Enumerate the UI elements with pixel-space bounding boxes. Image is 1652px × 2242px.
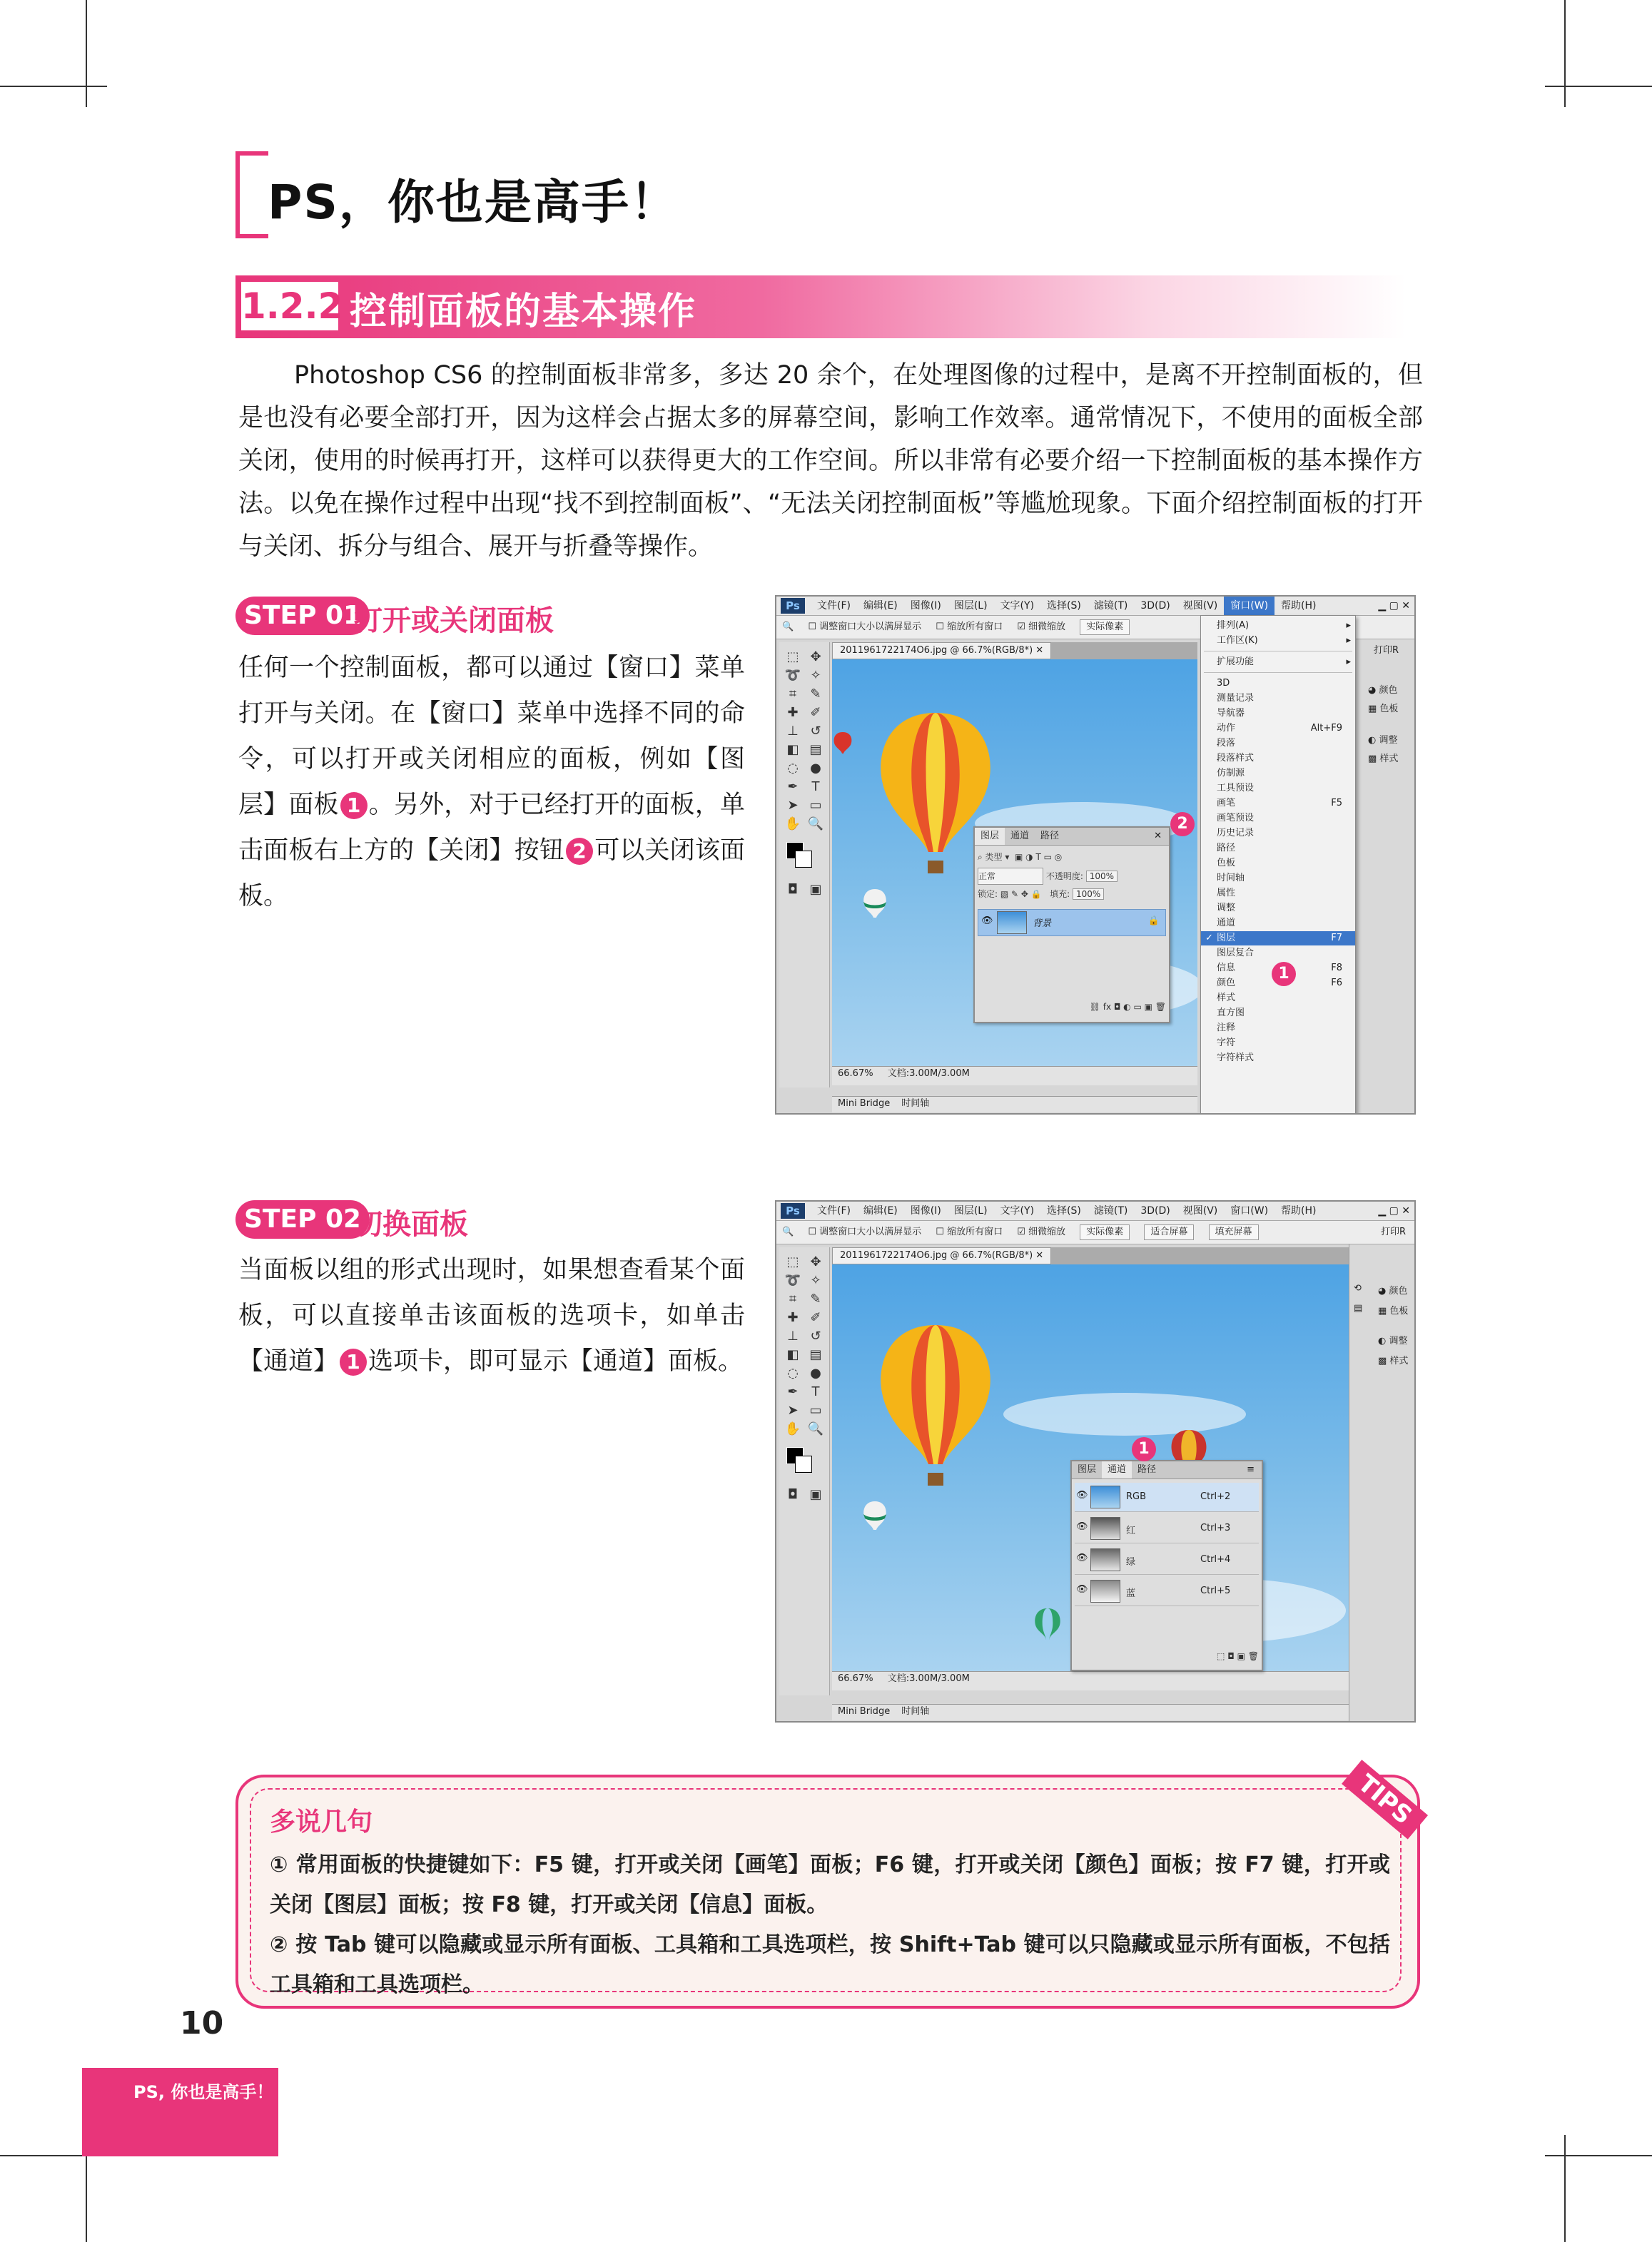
callout-1: 1 <box>1272 962 1296 986</box>
opacity-value[interactable]: 100% <box>1086 871 1118 882</box>
window-controls[interactable]: ▁ ▢ ✕ <box>1378 1205 1410 1217</box>
option-label: 细微缩放 <box>1028 1227 1066 1237</box>
stamp-tool-icon[interactable]: ⊥ <box>787 1329 799 1344</box>
tab-paths[interactable]: 路径 <box>1137 1464 1157 1475</box>
step2-text-a: 当面板以组的形式出现时，如果想查看某个面板，可以直接单击该面板的选项卡，如单击【通道】 <box>238 1256 745 1376</box>
menu-item[interactable]: 3D(D) <box>1140 600 1170 612</box>
channel-thumbnail <box>1090 1548 1120 1571</box>
step1-text-a: 任何一个控制面板，都可以通过【窗口】菜单打开与关闭。在【窗口】菜单中选择不同的命令，可以打开或关闭相应的面板，例如【图层】面板 <box>238 654 745 819</box>
window-menu-item[interactable] <box>1201 1036 1355 1050</box>
path-select-icon[interactable]: ➤ <box>787 798 799 813</box>
tab-layers[interactable]: 图层 <box>975 828 1005 845</box>
window-menu-item-label: 导航器 <box>1217 708 1245 719</box>
workspace-button[interactable]: 打印R <box>1374 645 1399 656</box>
shortcut-label: F5 <box>1331 798 1342 808</box>
gradient-tool-icon[interactable]: ▤ <box>809 742 822 757</box>
window-menu-item-label: 工作区(K) <box>1217 635 1258 646</box>
eyedropper-tool-icon[interactable]: ✎ <box>810 686 821 701</box>
menu-item[interactable]: 3D(D) <box>1140 1205 1170 1217</box>
tips-badge: TIPS <box>1342 1760 1428 1840</box>
history-brush-icon[interactable]: ↺ <box>810 1329 821 1344</box>
window-menu-item-label: 字符 <box>1217 1038 1236 1048</box>
menu-item[interactable]: 图像(I) <box>910 600 941 612</box>
window-menu-item-label: 图层复合 <box>1217 948 1255 958</box>
panel-swatches[interactable]: ▦ 色板 <box>1368 704 1399 714</box>
layer-filter-row[interactable]: ⌕ 类型 ▾ ▣ ◑ T ▭ ◎ <box>978 852 1063 862</box>
channel-shortcut: Ctrl+2 <box>1200 1491 1231 1502</box>
submenu-arrow-icon: ▸ <box>1346 635 1351 646</box>
bottom-panel-tabs <box>832 1096 1197 1112</box>
channel-shortcut: Ctrl+5 <box>1200 1586 1231 1596</box>
option-zoom-all[interactable]: ☐ 缩放所有窗口 <box>936 616 1003 639</box>
wand-tool-icon[interactable]: ✧ <box>810 1273 821 1288</box>
menu-item[interactable]: 图层(L) <box>953 600 988 612</box>
menu-item[interactable]: 选择(S) <box>1047 1205 1081 1217</box>
shape-tool-icon[interactable]: ▭ <box>809 1403 822 1418</box>
menu-item[interactable]: 窗口(W) <box>1230 1205 1269 1217</box>
brush-tool-icon[interactable]: ✐ <box>810 705 821 720</box>
timeline-tab[interactable]: 时间轴 <box>901 1098 930 1109</box>
page-number: 10 <box>180 2005 224 2041</box>
hot-air-balloon-small <box>861 1500 889 1536</box>
menu-bar <box>776 1202 1414 1221</box>
window-menu-item-label: 信息 <box>1217 963 1236 973</box>
mini-bridge-tab[interactable]: Mini Bridge <box>838 1098 891 1109</box>
window-menu-item-label: 注释 <box>1217 1023 1236 1033</box>
option-scrubby[interactable]: ☑ 细微缩放 <box>1017 616 1065 639</box>
panel-color[interactable]: ◕ 颜色 <box>1378 1286 1408 1297</box>
menu-item[interactable]: 滤镜(T) <box>1093 600 1128 612</box>
toolbox <box>779 1247 830 1695</box>
ps-logo: Ps <box>781 598 805 614</box>
window-dropdown-menu <box>1200 615 1356 1115</box>
step1-text-c: 可以关闭该面板。 <box>238 836 745 911</box>
window-controls[interactable]: ▁ ▢ ✕ <box>1378 600 1410 612</box>
type-tool-icon[interactable]: T <box>811 1384 820 1399</box>
history-icon[interactable]: ⟲ <box>1354 1283 1362 1294</box>
menu-item[interactable]: 帮助(H) <box>1281 600 1317 612</box>
menu-item[interactable]: 选择(S) <box>1047 600 1081 612</box>
window-menu-item-label: 仿制源 <box>1217 768 1245 778</box>
menu-item[interactable]: 文字(Y) <box>1000 600 1035 612</box>
panel-label: 调整 <box>1379 735 1398 746</box>
window-menu-item[interactable] <box>1201 856 1355 871</box>
tips-paragraph-1: ① 常用面板的快捷键如下：F5 键，打开或关闭【画笔】面板；F6 键，打开或关闭【颜色】面板；按 F7 键，打开或关闭【图层】面板；按 F8 键，打开或关闭【信息】面板。 <box>270 1852 1390 1917</box>
heal-tool-icon[interactable]: ✚ <box>787 1310 799 1325</box>
window-menu-item-label: 画笔预设 <box>1217 813 1255 823</box>
eye-icon[interactable]: 👁 <box>1076 1553 1088 1563</box>
callout-1: 1 <box>1132 1437 1156 1461</box>
background-color-swatch[interactable] <box>795 851 812 868</box>
channel-row[interactable] <box>1075 1483 1259 1512</box>
channel-thumbnail <box>1090 1580 1120 1603</box>
panel-color[interactable]: ◕ 颜色 <box>1368 685 1398 696</box>
timeline-tab[interactable]: 时间轴 <box>901 1706 930 1717</box>
window-menu-item-label: 图层 <box>1217 933 1236 943</box>
menu-item[interactable]: 滤镜(T) <box>1093 1205 1128 1217</box>
document-tab-label: 2011961722174O6.jpg @ 66.7%(RGB/8*) <box>840 645 1033 656</box>
window-menu-item[interactable] <box>1201 916 1355 930</box>
menu-item[interactable]: 文件(F) <box>817 1205 851 1217</box>
window-menu-item[interactable] <box>1201 676 1355 691</box>
zoom-tool-icon[interactable]: 🔍 <box>807 1421 824 1436</box>
eye-icon[interactable]: 👁 <box>981 915 993 926</box>
window-menu-item[interactable] <box>1201 619 1355 633</box>
channel-name: RGB <box>1126 1491 1147 1502</box>
section-number: 1.2.2 <box>241 282 338 330</box>
channel-thumbnail <box>1090 1517 1120 1540</box>
filter-kind: 类型 <box>985 852 1003 862</box>
panel-styles[interactable]: ▩ 样式 <box>1368 754 1399 764</box>
hand-tool-icon[interactable]: ✋ <box>784 816 801 831</box>
blend-mode-select[interactable]: 正常 <box>978 868 1043 885</box>
status-zoom[interactable]: 66.67% <box>838 1068 873 1079</box>
blur-tool-icon[interactable]: ◌ <box>787 761 799 776</box>
hot-air-balloon-large <box>875 1322 996 1500</box>
channel-thumbnail <box>1090 1486 1120 1508</box>
window-menu-item[interactable] <box>1201 691 1355 706</box>
window-menu-item-label: 测量记录 <box>1217 693 1255 704</box>
intro-paragraph <box>238 354 1423 568</box>
crop-tool-icon[interactable]: ⌗ <box>789 686 797 701</box>
window-menu-item[interactable] <box>1201 826 1355 841</box>
eyedropper-tool-icon[interactable]: ✎ <box>810 1292 821 1307</box>
callout-2: 2 <box>1170 812 1195 836</box>
window-menu-item-label: 调整 <box>1217 903 1236 913</box>
panel-label: 调整 <box>1389 1336 1408 1346</box>
callout-marker-1: 1 <box>340 1349 367 1376</box>
step2-body <box>238 1247 745 1384</box>
window-menu-item[interactable] <box>1201 655 1355 669</box>
tab-paths[interactable]: 路径 <box>1040 831 1060 841</box>
channel-shortcut: Ctrl+4 <box>1200 1554 1231 1565</box>
channel-name: 红 <box>1126 1526 1136 1536</box>
window-menu-item-label: 字符样式 <box>1217 1052 1255 1063</box>
pen-tool-icon[interactable]: ✒ <box>787 779 799 794</box>
shape-tool-icon[interactable]: ▭ <box>809 798 822 813</box>
dodge-tool-icon[interactable]: ● <box>810 761 821 776</box>
window-menu-item[interactable] <box>1201 751 1355 766</box>
footer-tab <box>82 2068 278 2156</box>
window-menu-item-label: 直方图 <box>1217 1008 1245 1018</box>
hot-air-balloon-small <box>861 888 889 923</box>
window-menu-item-label: 段落 <box>1217 738 1236 749</box>
layer-row-background[interactable] <box>978 909 1166 936</box>
window-menu-item[interactable] <box>1201 931 1355 945</box>
panel-swatches[interactable]: ▦ 色板 <box>1378 1306 1409 1317</box>
screen-mode-icon[interactable]: ▣ <box>809 1487 822 1502</box>
step1-badge: STEP 01 <box>235 597 370 635</box>
crop-tool-icon[interactable]: ⌗ <box>789 1292 797 1307</box>
hot-air-balloon-distant <box>832 731 853 759</box>
step1-title: 打开或关闭面板 <box>354 604 554 637</box>
window-menu-item-label: 属性 <box>1217 888 1236 898</box>
shortcut-label: F8 <box>1331 963 1342 973</box>
lock-fill-row: 锁定: ▧ ✎ ✥ 🔒 填充: 100% <box>978 886 1166 902</box>
eye-icon[interactable]: 👁 <box>1076 1584 1088 1595</box>
window-menu-item-label: 扩展功能 <box>1217 656 1255 667</box>
menu-item[interactable]: 帮助(H) <box>1281 1205 1317 1217</box>
menu-items[interactable] <box>811 1205 1323 1217</box>
step1-text-b: 。另外，对于已经打开的面板，单击面板右上方的【关闭】按钮 <box>238 791 745 865</box>
properties-icon[interactable]: ▤ <box>1354 1303 1363 1314</box>
channels-panel-footer[interactable]: ⬚ ◘ ▣ 🗑 <box>1217 1651 1259 1661</box>
menu-item[interactable]: 文字(Y) <box>1000 1205 1035 1217</box>
photoshop-screenshot-1 <box>775 595 1416 1115</box>
status-zoom[interactable]: 66.67% <box>838 1673 873 1684</box>
panel-label: 样式 <box>1389 1356 1409 1366</box>
lock-icon: 🔒 <box>1147 915 1160 926</box>
window-menu-item[interactable] <box>1201 721 1355 736</box>
menu-item[interactable]: 视图(V) <box>1182 600 1218 612</box>
background-color-swatch[interactable] <box>795 1456 812 1473</box>
crop-mark <box>1564 0 1566 107</box>
tips-paragraph-2: ② 按 Tab 键可以隐藏或显示所有面板、工具箱和工具选项栏，按 Shift+Tab 键可以只隐藏或显示所有面板，不包括工具箱和工具选项栏。 <box>270 1932 1390 1997</box>
panel-label: 颜色 <box>1389 1286 1408 1297</box>
layers-panel-footer[interactable]: ⛓ fx ◘ ◐ ▭ ▣ 🗑 <box>1089 1002 1166 1012</box>
layer-name: 背景 <box>1033 918 1052 929</box>
menu-item[interactable]: 图像(I) <box>910 1205 941 1217</box>
blend-opacity-row <box>978 868 1166 883</box>
window-menu-item-label: 通道 <box>1217 918 1236 928</box>
callout-marker-1: 1 <box>340 792 368 819</box>
window-menu-item-label: 历史记录 <box>1217 828 1255 838</box>
option-zoom-all[interactable]: ☐ 缩放所有窗口 <box>936 1221 1003 1244</box>
panel-adjustments[interactable]: ◐ 调整 <box>1378 1336 1408 1346</box>
crop-mark <box>0 86 107 87</box>
actual-pixels-button[interactable]: 实际像素 <box>1080 619 1130 635</box>
workspace-button[interactable]: 打印R <box>1380 1227 1406 1237</box>
heal-tool-icon[interactable]: ✚ <box>787 705 799 720</box>
window-menu-item-label: 时间轴 <box>1217 873 1245 883</box>
window-menu-item-label: 工具预设 <box>1217 783 1255 793</box>
panel-adjustments[interactable]: ◐ 调整 <box>1368 735 1398 746</box>
menu-items[interactable] <box>811 600 1323 612</box>
channel-name: 蓝 <box>1126 1588 1136 1599</box>
eye-icon[interactable]: 👁 <box>1076 1521 1088 1532</box>
menu-item[interactable]: 窗口(W) <box>1224 597 1275 615</box>
window-menu-item[interactable] <box>1201 811 1355 826</box>
document-tab[interactable]: 2011961722174O6.jpg @ 66.7%(RGB/8*) ✕ <box>832 1247 1051 1264</box>
channel-row[interactable] <box>1075 1514 1259 1543</box>
right-panel-dock <box>1353 639 1415 1113</box>
window-menu-item-label: 排列(A) <box>1217 620 1250 631</box>
toolbox <box>779 642 830 1087</box>
crop-mark <box>1545 2155 1652 2156</box>
right-panel-dock <box>1349 1244 1415 1721</box>
step2-text-b: 选项卡，即可显示【通道】面板。 <box>368 1347 744 1376</box>
window-menu-item[interactable] <box>1201 871 1355 886</box>
menu-separator <box>1204 672 1352 673</box>
wand-tool-icon[interactable]: ✧ <box>810 668 821 683</box>
status-bar <box>832 1671 1374 1690</box>
window-menu-item-label: 样式 <box>1217 993 1236 1003</box>
bottom-panel-tabs <box>832 1704 1374 1720</box>
step2-badge: STEP 02 <box>235 1200 370 1239</box>
window-menu-item[interactable] <box>1201 886 1355 901</box>
check-icon: ✓ <box>1205 933 1213 943</box>
document-tab[interactable]: 2011961722174O6.jpg @ 66.7%(RGB/8*) ✕ <box>832 642 1051 659</box>
fill-value[interactable]: 100% <box>1073 888 1104 900</box>
channel-shortcut: Ctrl+3 <box>1200 1523 1231 1533</box>
window-menu-item[interactable] <box>1201 1051 1355 1065</box>
history-brush-icon[interactable]: ↺ <box>810 724 821 739</box>
window-menu-item[interactable] <box>1201 766 1355 781</box>
menu-item[interactable]: 视图(V) <box>1182 1205 1218 1217</box>
lasso-tool-icon[interactable]: ➰ <box>784 668 801 683</box>
marquee-tool-icon[interactable]: ⬚ <box>786 649 799 664</box>
layers-panel <box>973 826 1170 1023</box>
window-menu-item[interactable] <box>1201 706 1355 721</box>
lasso-tool-icon[interactable]: ➰ <box>784 1273 801 1288</box>
hot-air-balloon-green <box>1032 1607 1063 1647</box>
channels-panel-tabs <box>1072 1461 1262 1479</box>
stamp-tool-icon[interactable]: ⊥ <box>787 724 799 739</box>
ps-logo: Ps <box>781 1203 805 1219</box>
window-menu-item[interactable] <box>1201 841 1355 856</box>
quick-mask-icon[interactable]: ◘ <box>787 882 799 897</box>
option-label: 调整窗口大小以满屏显示 <box>819 1227 922 1237</box>
window-menu-item[interactable] <box>1201 796 1355 811</box>
lock-label: 锁定: <box>978 889 998 899</box>
menu-item[interactable]: 编辑(E) <box>863 1205 898 1217</box>
blur-tool-icon[interactable]: ◌ <box>787 1366 799 1381</box>
channel-row[interactable] <box>1075 1577 1259 1606</box>
document-tab-label: 2011961722174O6.jpg @ 66.7%(RGB/8*) <box>840 1250 1033 1261</box>
window-menu-item-label: 段落样式 <box>1217 753 1255 764</box>
eraser-tool-icon[interactable]: ◧ <box>786 1347 799 1362</box>
window-menu-item[interactable] <box>1201 736 1355 751</box>
panel-label: 颜色 <box>1379 685 1398 696</box>
window-menu-item-label: 路径 <box>1217 843 1236 853</box>
step1-body <box>238 645 745 919</box>
header-bracket <box>235 151 268 238</box>
menu-bar <box>776 597 1414 616</box>
panel-close-icon[interactable]: ✕ <box>1154 831 1162 841</box>
zoom-tool-icon[interactable]: 🔍 <box>807 816 824 831</box>
zoom-tool-icon[interactable]: 🔍 <box>782 1227 794 1237</box>
option-scrubby[interactable]: ☑ 细微缩放 <box>1017 1221 1065 1244</box>
pen-tool-icon[interactable]: ✒ <box>787 1384 799 1399</box>
submenu-arrow-icon: ▸ <box>1346 656 1351 667</box>
channels-panel <box>1070 1460 1263 1671</box>
tips-title: 多说几句 <box>270 1807 373 1837</box>
page-header-title: PS，你也是高手！ <box>268 175 679 230</box>
option-label: 细微缩放 <box>1028 622 1066 632</box>
panel-styles[interactable]: ▩ 样式 <box>1378 1356 1409 1366</box>
layer-thumbnail <box>997 911 1027 934</box>
move-tool-icon[interactable]: ✥ <box>810 649 821 664</box>
window-menu-item[interactable] <box>1201 634 1355 648</box>
quick-mask-icon[interactable]: ◘ <box>787 1487 799 1502</box>
path-select-icon[interactable]: ➤ <box>787 1403 799 1418</box>
move-tool-icon[interactable]: ✥ <box>810 1254 821 1269</box>
window-menu-item[interactable] <box>1201 1021 1355 1035</box>
crop-mark <box>1545 86 1652 87</box>
option-label: 缩放所有窗口 <box>947 1227 1003 1237</box>
window-menu-item-label: 动作 <box>1217 723 1236 734</box>
tips-body <box>270 1845 1390 2005</box>
window-menu-item-label: 3D <box>1217 678 1230 689</box>
intro-text: Photoshop CS6 的控制面板非常多，多达 20 余个，在处理图像的过程中，是离不开控制面板的，但是也没有必要全部打开，因为这样会占据太多的屏幕空间，影响工作效率。通常情况下，不使用的面板全部关闭，使用的时候再打开，这样可以获得更大的工作空间。所以非常有必要介绍一下控制面板的基本操作方法。以免在操作过程中出现“找不到控制面板”、“无法关闭控制面板”等尴尬现象。下面介绍控制面板的打开与关闭、拆分与组合、展开与折叠等操作。 <box>238 361 1423 561</box>
option-resize[interactable]: ☐ 调整窗口大小以满屏显示 <box>808 616 921 639</box>
tab-channels[interactable]: 通道 <box>1010 831 1030 841</box>
option-label: 缩放所有窗口 <box>947 622 1003 632</box>
channel-row[interactable] <box>1075 1546 1259 1575</box>
marquee-tool-icon[interactable]: ⬚ <box>786 1254 799 1269</box>
window-menu-item-label: 色板 <box>1217 858 1236 868</box>
callout-marker-2: 2 <box>566 838 593 865</box>
status-doc-size: 文档:3.00M/3.00M <box>887 1673 970 1684</box>
fit-screen-button[interactable]: 适合屏幕 <box>1144 1224 1194 1240</box>
menu-item[interactable]: 图层(L) <box>953 1205 988 1217</box>
panel-label: 色板 <box>1389 1306 1409 1317</box>
menu-item[interactable]: 文件(F) <box>817 600 851 612</box>
type-tool-icon[interactable]: T <box>811 779 820 794</box>
photoshop-screenshot-2 <box>775 1200 1416 1723</box>
mini-bridge-tab[interactable]: Mini Bridge <box>838 1706 891 1717</box>
section-title: 控制面板的基本操作 <box>350 290 697 333</box>
hand-tool-icon[interactable]: ✋ <box>784 1421 801 1436</box>
option-resize[interactable]: ☐ 调整窗口大小以满屏显示 <box>808 1221 921 1244</box>
tab-channels[interactable]: 通道 <box>1102 1461 1132 1478</box>
fill-screen-button[interactable]: 填充屏幕 <box>1209 1224 1259 1240</box>
menu-item[interactable]: 编辑(E) <box>863 600 898 612</box>
window-menu-item[interactable] <box>1201 991 1355 1005</box>
gradient-tool-icon[interactable]: ▤ <box>809 1347 822 1362</box>
crop-mark <box>86 0 87 107</box>
opacity-label: 不透明度: <box>1045 871 1083 881</box>
window-menu-item[interactable] <box>1201 901 1355 915</box>
screen-mode-icon[interactable]: ▣ <box>809 882 822 897</box>
status-doc-size: 文档:3.00M/3.00M <box>887 1068 970 1079</box>
shortcut-label: F7 <box>1331 933 1342 943</box>
options-bar <box>776 1221 1414 1244</box>
footer-tab-label: PS, 你也是高手！ <box>133 2082 274 2102</box>
eye-icon[interactable]: 👁 <box>1076 1490 1088 1501</box>
panel-label: 样式 <box>1379 754 1399 764</box>
actual-pixels-button[interactable]: 实际像素 <box>1080 1224 1130 1240</box>
window-menu-item[interactable] <box>1201 1006 1355 1020</box>
tab-layers[interactable]: 图层 <box>1078 1464 1097 1475</box>
eraser-tool-icon[interactable]: ◧ <box>786 742 799 757</box>
panel-label: 色板 <box>1379 704 1399 714</box>
step2-title: 切换面板 <box>354 1208 468 1241</box>
dodge-tool-icon[interactable]: ● <box>810 1366 821 1381</box>
window-menu-item-label: 颜色 <box>1217 978 1236 988</box>
window-menu-item[interactable] <box>1201 781 1355 796</box>
window-menu-item[interactable] <box>1201 946 1355 960</box>
submenu-arrow-icon: ▸ <box>1346 620 1351 631</box>
layers-panel-tabs <box>975 828 1169 846</box>
channel-name: 绿 <box>1126 1557 1136 1568</box>
crop-mark <box>1564 2135 1566 2242</box>
option-label: 调整窗口大小以满屏显示 <box>819 622 922 632</box>
window-menu-item-label: 画笔 <box>1217 798 1236 808</box>
brush-tool-icon[interactable]: ✐ <box>810 1310 821 1325</box>
panel-menu-icon[interactable]: ≡ <box>1247 1464 1255 1475</box>
status-bar <box>832 1066 1197 1085</box>
zoom-tool-icon[interactable]: 🔍 <box>782 622 794 632</box>
shortcut-label: Alt+F9 <box>1310 723 1342 734</box>
shortcut-label: F6 <box>1331 978 1342 988</box>
fill-label: 填充: <box>1050 889 1070 899</box>
